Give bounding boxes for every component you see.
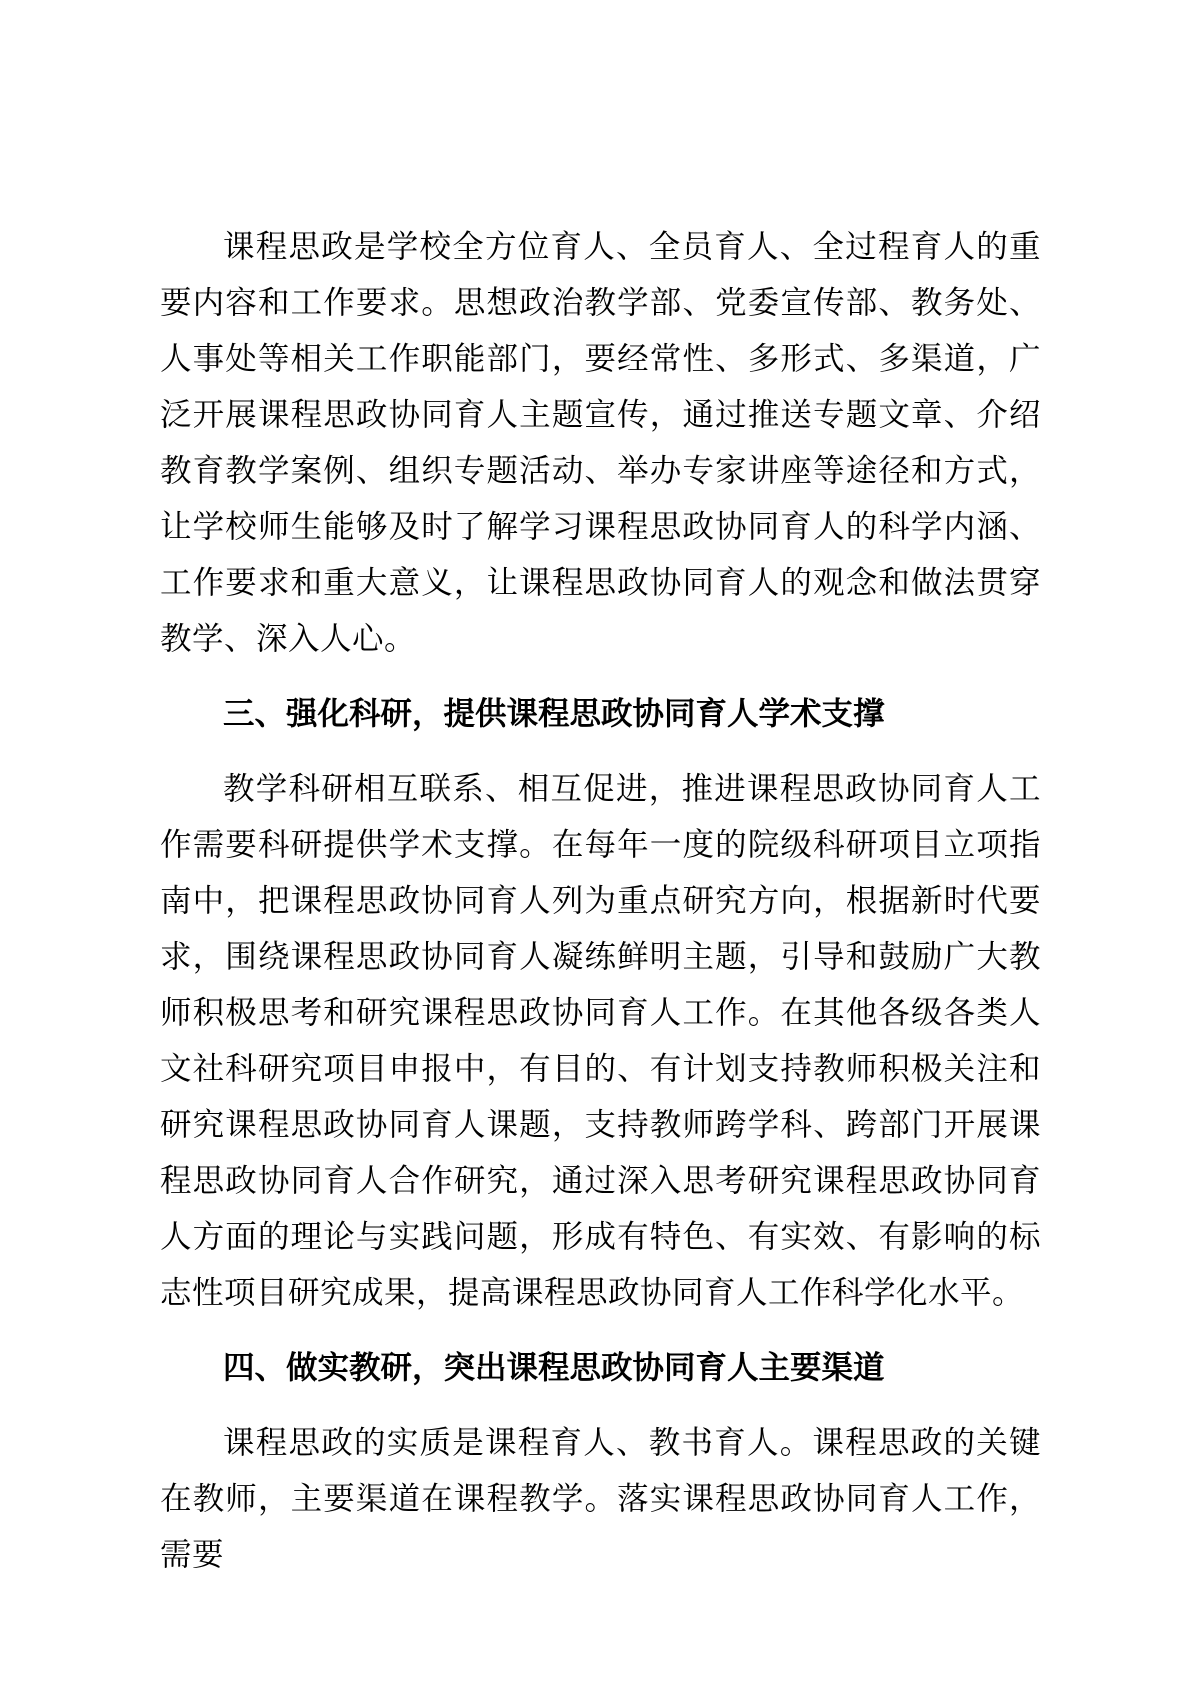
paragraph-research-support: 教学科研相互联系、相互促进，推进课程思政协同育人工作需要科研提供学术支撑。在每年一度的院级科研项目立项指南中，把课程思政协同育人列为重点研究方向，根据新时代要求，围绕课程思政协同育人凝练鲜明主题，引导和鼓励广大教师积极思考和研究课程思政协同育人工作。在其他各级各类人文社科研究项目申报中，有目的、有计划支持教师积极关注和研究课程思政协同育人课题，支持教师跨学科、跨部门开展课程思政协同育人合作研究，通过深入思考研究课程思政协同育人方面的理论与实践问题，形成有特色、有实效、有影响的标志性项目研究成果，提高课程思政协同育人工作科学化水平。 bbox=[160, 771, 1041, 1310]
section-heading-4-teaching-research: 四、做实教研，突出课程思政协同育人主要渠道 bbox=[223, 1349, 885, 1385]
page-content bbox=[160, 219, 1041, 1583]
section-heading-3-research-support: 三、强化科研，提供课程思政协同育人学术支撑 bbox=[223, 695, 885, 731]
paragraph-curriculum-publicity: 课程思政是学校全方位育人、全员育人、全过程育人的重要内容和工作要求。思想政治教学部、党委宣传部、教务处、人事处等相关工作职能部门，要经常性、多形式、多渠道，广泛开展课程思政协同育人主题宣传，通过推送专题文章、介绍教育教学案例、组织专题活动、举办专家讲座等途径和方式，让学校师生能够及时了解学习课程思政协同育人的科学内涵、工作要求和重大意义，让课程思政协同育人的观念和做法贯穿教学、深入人心。 bbox=[160, 229, 1041, 656]
paragraph-teaching-channel: 课程思政的实质是课程育人、教书育人。课程思政的关键在教师，主要渠道在课程教学。落实课程思政协同育人工作，需要 bbox=[160, 1425, 1041, 1572]
